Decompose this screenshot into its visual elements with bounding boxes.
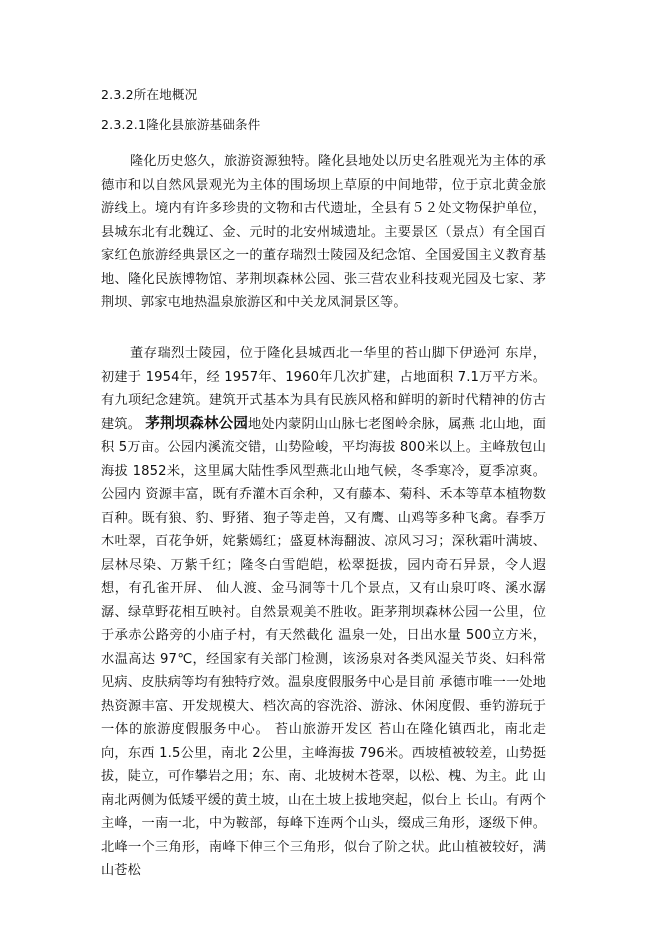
paragraph-text-part1: 董存瑞烈士陵园，位于隆化县城西北一华里的苔山脚下伊逊河 东岸，初建于 1954年，经 1957年、1960年几次扩建，占地面积 7.1万平方米。有九项纪念建筑。建筑开式基本为具有民族风格和鲜明的新时代精神的仿古建筑。 [101,346,546,432]
scenic-spots-paragraph [101,342,546,883]
subsection-heading: 2.3.2.1隆化县旅游基础条件 [101,117,261,132]
section-heading: 2.3.2所在地概况 [101,87,198,102]
intro-paragraph: 隆化历史悠久，旅游资源独特。隆化县地处以历史名胜观光为主体的承德市和以自然风景观光为主体的围场坝上草原的中间地带，位于京北黄金旅游线上。境内有许多珍贵的文物和古代遗址，全县有５２处文物保护单位，县城东北有北魏辽、金、元时的北安州城遗址。主要景区（景点）有全国百家红色旅游经典景区之一的董存瑞烈士陵园及纪念馆、全国爱国主义教育基地、隆化民族博物馆、茅荆坝森林公园、张三营农业科技观光园及七家、茅荆坝、郭家屯地热温泉旅游区和中关龙凤洞景区等。 [101,154,546,310]
paragraph-text-part2: 地处内蒙阴山山脉七老图岭余脉，属燕 北山地，面积 5万亩。公园内溪流交错，山势险峻，平均海拔 800米以上。主峰敖包山海拔 1852米，这里属大陆性季风型燕北山地气候，冬季寒冷，夏季凉爽。公园内 资源丰富，既有乔灌木百余种，又有藤本、菊科、禾本等草本植物数百种。既有狼、豹、野猪、狍子等走兽，又有鹰、山鸡等多种飞禽。春季万木吐翠，百花争妍，姹紫嫣红；盛夏林海翻波、凉风习习；深秋霜叶满坡、层林尽染、万紫千红；隆冬白雪皑皑，松翠挺拔，园内奇石异景，令人遐想，有孔雀开屏、 仙人渡、金马洞等十几个景点，又有山泉叮咚、溪水潺潺、绿草野花相互映衬。自然景观美不胜收。距茅荆坝森林公园一公里，位于承赤公路旁的小庙子村，有天然截化 温泉一处，日出水量 500立方米，水温高达 97℃，经国家有关部门检测，该汤泉对各类风湿关节炎、妇科常见病、皮肤病等均有独特疗效。温泉度假服务中心是目前 承德市唯一一处地热资源丰富、开发规模大、档次高的容洗浴、游泳、休闲度假、垂钓游玩于一体的旅游度假服务中心。 苔山旅游开发区 苔山在隆化镇西北，南北走向，东西 1.5公里，南北 2公里，主峰海拔 796米。西坡植被较差，山势挺拔，陡立，可作攀岩之用；东、南、北坡树木苍翠，以松、槐、为主。此 山南北两侧为低矮平缓的黄土坡，山在土坡上拔地突起，似台上 长山。有两个主峰，一南一北，中为鞍部，每峰下连两个山头，缀成三角形，逐级下伸。北峰一个三角形，南峰下伸三个三角形，似台了阶之状。此山植被较好，满山苍松 [101,416,547,878]
bold-park-name: 茅荆坝森林公园 [145,415,249,432]
